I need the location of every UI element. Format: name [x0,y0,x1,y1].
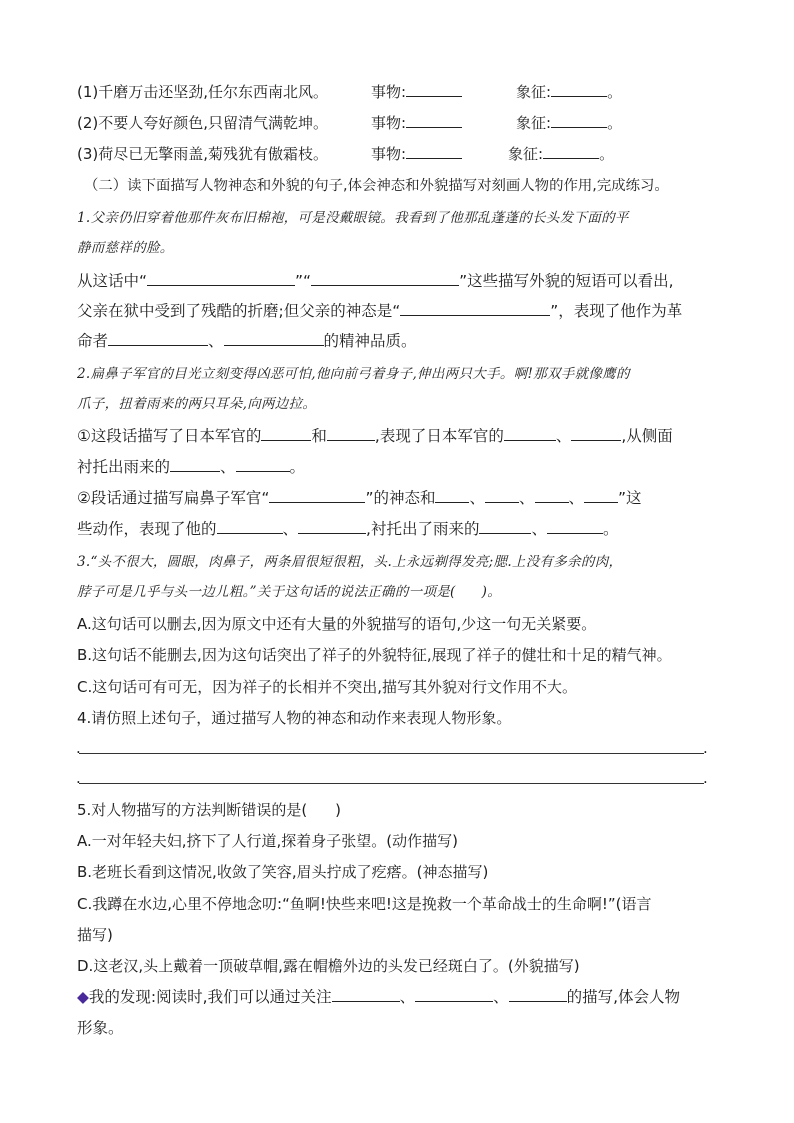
q5-option-b[interactable]: B.老班长看到这情况,收敛了笑容,眉头拧成了疙瘩。(神态描写) [77,863,489,881]
answer-blank[interactable] [217,519,283,534]
answer-blank[interactable] [261,426,311,441]
answer-blank[interactable] [415,987,493,1002]
q3-option-c[interactable]: C.这句话可有可无，因为祥子的长相并不突出,描写其外貌对行文作用不大。 [77,678,578,696]
answer-blank[interactable] [479,519,531,534]
q2-line-2: 衬托出雨来的 、 。 [77,458,306,476]
answer-blank[interactable] [332,987,400,1002]
poem-text: (1)千磨万击还坚劲,任尔东西南北风。 [77,83,329,101]
q5-title: 5.对人物描写的方法判断错误的是( ) [77,801,342,819]
answer-blank[interactable] [224,331,324,346]
answer-blank[interactable] [551,113,607,128]
answer-blank[interactable] [269,488,365,503]
q2-quote-line-1: 2.扁鼻子军官的目光立刻变得凶恶可怕,他向前弓着身子,伸出两只大手。啊!那双手就像鹰的 [77,366,630,382]
q1-quote-line-1: 1.父亲仍旧穿着他那件灰布旧棉袍，可是没戴眼镜。我看到了他那乱蓬蓬的长头发下面的平 [77,210,629,226]
answer-blank[interactable] [504,426,556,441]
q4-dot: . [76,769,81,787]
diamond-icon: ◆ [77,988,89,1006]
q5-option-d[interactable]: D.这老汉,头上戴着一顶破草帽,露在帽檐外边的头发已经斑白了。(外貌描写) [77,957,580,975]
q2-line-1: ①这段话描写了日本军官的 和 ,表现了日本军官的 、 ,从侧面 [77,427,673,445]
q5-option-c[interactable]: C.我蹲在水边,心里不停地念叨:“鱼啊!快些来吧!这是挽救一个革命战士的生命啊!”(语言 [77,895,652,913]
poem-text: (3)荷尽已无擎雨盖,菊残犹有傲霜枝。 [77,145,329,163]
q1-quote-line-2: 静而慈祥的脸。 [77,240,174,256]
answer-blank[interactable] [543,144,599,159]
answer-blank[interactable] [400,301,550,316]
symbol-label: 象征: 。 [516,114,623,132]
answer-blank[interactable] [236,457,290,472]
q4-dot: . [76,739,81,757]
answer-blank[interactable] [435,488,469,503]
answer-blank[interactable] [406,144,462,159]
discovery-line-2: 形象。 [77,1019,124,1037]
q3-quote-line-1: 3.“头不很大，圆眼，肉鼻子，两条眉很短很粗，头.上永远剃得发亮;腮.上没有多余的肉， [77,554,623,570]
q3-option-b[interactable]: B.这句话不能删去,因为这句话突出了祥子的外貌特征,展现了祥子的健壮和十足的精气神。 [77,646,672,664]
section-title: （二）读下面描写人物神态和外貌的句子,体会神态和外貌描写对刻画人物的作用,完成练习。 [84,178,669,194]
q4-prompt: 4.请仿照上述句子，通过描写人物的神态和动作来表现人物形象。 [77,709,512,727]
q3-quote-line-2: 脖子可是几乎与头一边儿粗。”关于这句话的说法正确的一项是( )。 [77,584,501,600]
symbol-label: 象征: 。 [508,145,615,163]
symbol-label: 象征: 。 [516,83,623,101]
object-label: 事物: [371,144,462,164]
answer-blank[interactable] [509,987,567,1002]
q4-answer-line-2[interactable] [79,783,704,784]
object-label: 事物: [371,113,462,133]
answer-blank[interactable] [547,519,603,534]
q4-dot: . [703,739,708,757]
q1-line-1: 从这话中“ ”“ ”这些描写外貌的短语可以看出, [77,272,674,290]
object-label: 事物: [371,82,462,102]
q2-quote-line-2: 爪子，扭着雨来的两只耳朵,向两边拉。 [77,396,317,412]
q1-line-2: 父亲在狱中受到了残酷的折磨;但父亲的神态是“ ”，表现了他作为革 [77,302,683,320]
answer-blank[interactable] [311,271,459,286]
answer-blank[interactable] [147,271,295,286]
answer-blank[interactable] [584,488,618,503]
q5-option-a[interactable]: A.一对年轻夫妇,挤下了人行道,探着身子张望。(动作描写) [77,832,459,850]
answer-blank[interactable] [485,488,519,503]
q1-line-3: 命者 、 的精神品质。 [77,332,417,350]
discovery-line: ◆我的发现:阅读时,我们可以通过关注 、 、 的描写,体会人物 [77,988,681,1006]
q2-line-3: ②段话通过描写扁鼻子军官“ ”的神态和 、 、 、 ”这 [77,489,642,507]
answer-blank[interactable] [327,426,375,441]
answer-blank[interactable] [108,331,208,346]
q4-dot: . [703,769,708,787]
poem-text: (2)不要人夸好颜色,只留清气满乾坤。 [77,114,329,132]
answer-blank[interactable] [571,426,621,441]
q4-answer-line-1[interactable] [79,753,704,754]
answer-blank[interactable] [406,113,462,128]
answer-blank[interactable] [170,457,220,472]
q5-option-c-cont: 描写) [77,926,113,944]
answer-blank[interactable] [551,82,607,97]
answer-blank[interactable] [406,82,462,97]
answer-blank[interactable] [535,488,569,503]
q3-option-a[interactable]: A.这句话可以删去,因为原文中还有大量的外貌描写的语句,少这一句无关紧要。 [77,615,597,633]
q2-line-4: 些动作，表现了他的 、 ,衬托出了雨来的 、 。 [77,520,619,538]
answer-blank[interactable] [298,519,366,534]
